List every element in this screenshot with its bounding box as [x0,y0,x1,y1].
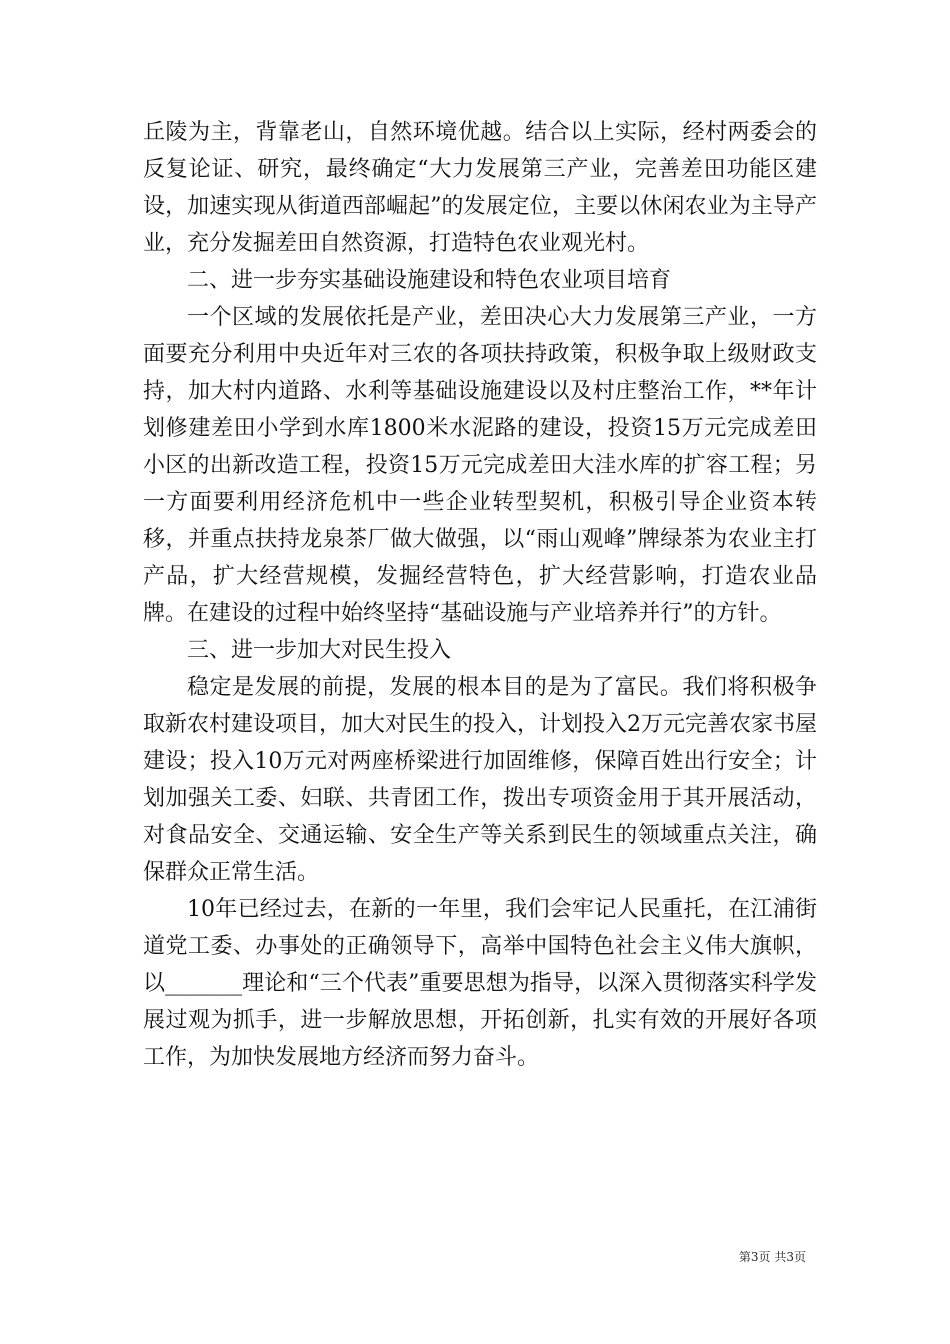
paragraph-conclusion: 10年已经过去，在新的一年里，我们会牢记人民重托，在江浦街道党工委、办事处的正确领导下，高举中国特色社会主义伟大旗帜，以_______理论和“三个代表”重要思想为指导，以深入贯彻落实科学发展过观为抓手，进一步解放思想，开拓创新，扎实有效的开展好各项工作，为加快发展地方经济而努力奋斗。 [143,897,817,1070]
section-heading-2: 二、进一步夯实基础设施建设和特色农业项目培育 [187,268,672,293]
document-body [143,114,817,1076]
paragraph-livelihood: 稳定是发展的前提，发展的根本目的是为了富民。我们将积极争取新农村建设项目，加大对民生的投入，计划投入2万元完善农家书屋建设；投入10万元对两座桥梁进行加固维修，保障百姓出行安全；计划加强关工委、妇联、共青团工作，拨出专项资金用于其开展活动，对食品安全、交通运输、安全生产等关系到民生的领域重点关注，确保群众正常生活。 [143,675,817,885]
section-heading-3: 三、进一步加大对民生投入 [187,638,452,663]
paragraph-infrastructure: 一个区域的发展依托是产业，差田决心大力发展第三产业，一方面要充分利用中央近年对三农的各项扶持政策，积极争取上级财政支持，加大村内道路、水利等基础设施建设以及村庄整治工作，**年计划修建差田小学到水库1800米水泥路的建设，投资15万元完成差田小区的出新改造工程，投资15万元完成差田大洼水库的扩容工程；另一方面要利用经济危机中一些企业转型契机，积极引导企业资本转移，并重点扶持龙泉茶厂做大做强，以“雨山观峰”牌绿茶为农业主打产品，扩大经营规模，发掘经营特色，扩大经营影响，打造农业品牌。在建设的过程中始终坚持“基础设施与产业培养并行”的方针。 [143,305,817,626]
page-number-footer: 第3页 共3页 [738,1250,806,1264]
paragraph-continuation: 丘陵为主，背靠老山，自然环境优越。结合以上实际，经村两委会的反复论证、研究，最终确定“大力发展第三产业，完善差田功能区建设，加速实现从街道西部崛起”的发展定位，主要以休闲农业为主导产业，充分发掘差田自然资源，打造特色农业观光村。 [143,120,817,256]
